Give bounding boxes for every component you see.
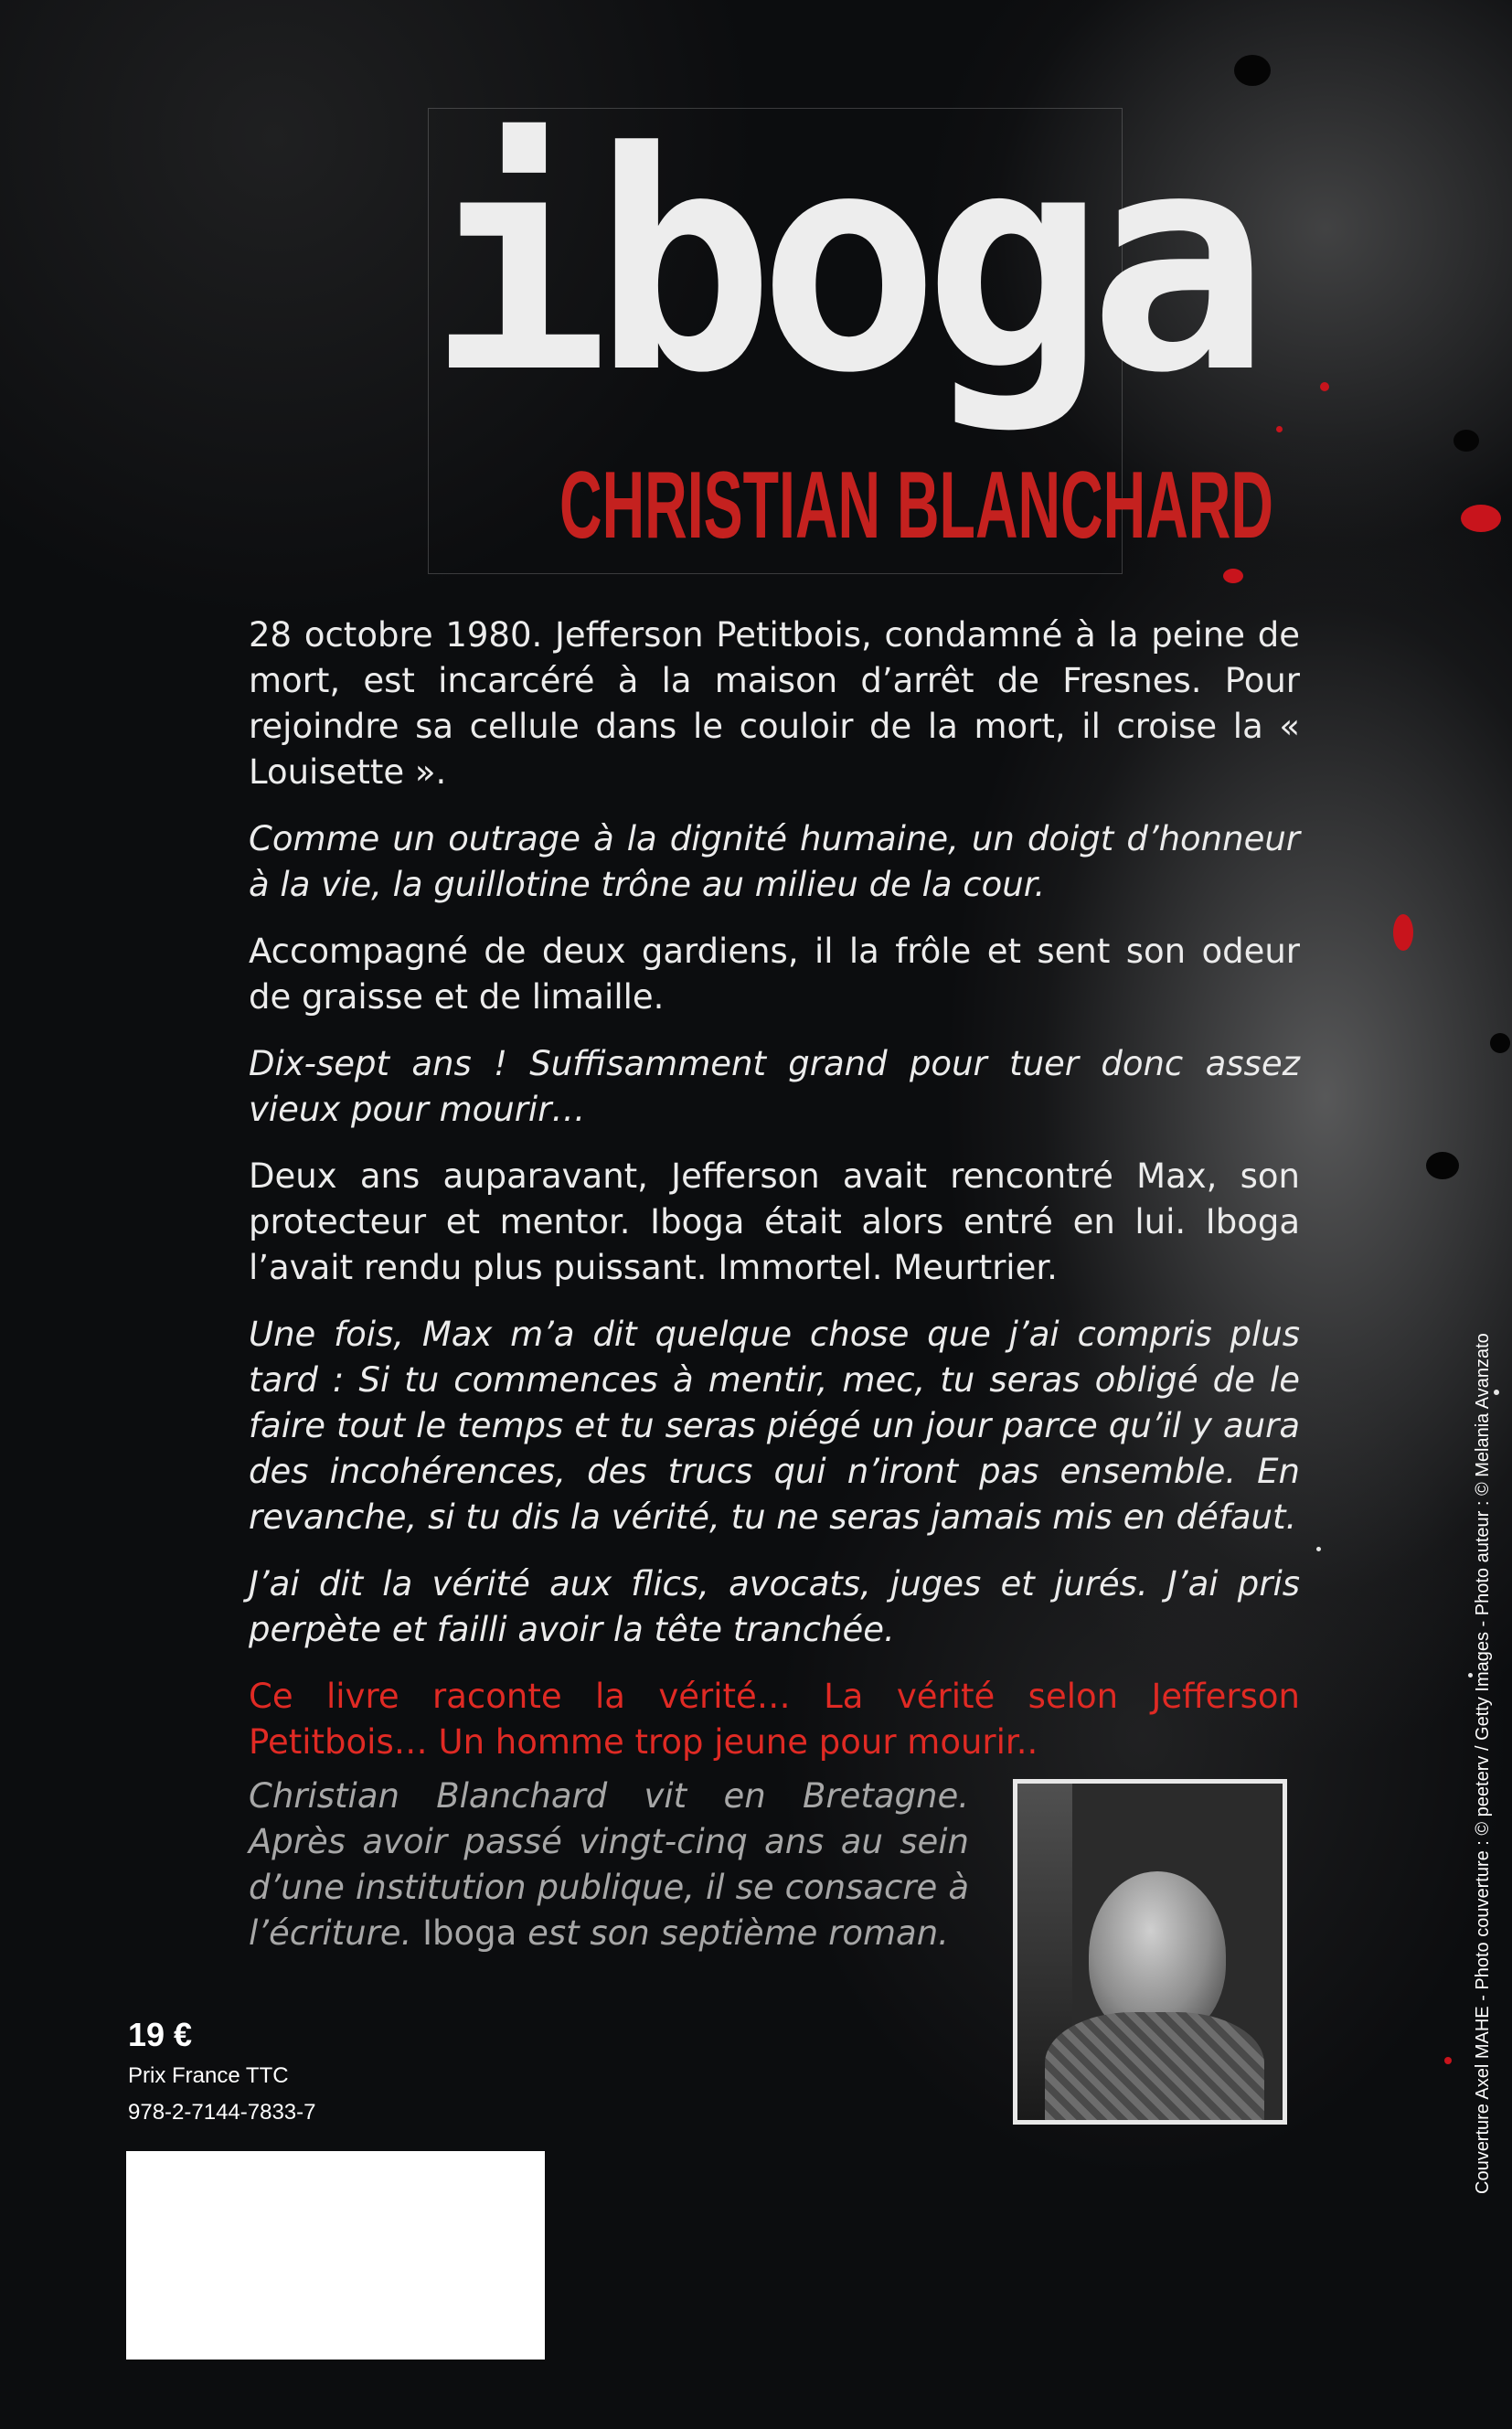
red-speck [1223,569,1243,583]
red-speck [1276,426,1283,432]
blurb-tagline: Ce livre raconte la vérité… La vérité selon Jefferson Petitbois… Un homme trop jeune pour mourir.. [249,1677,1300,1762]
red-speck [1393,914,1413,951]
blurb-paragraph: 28 octobre 1980. Jefferson Petitbois, condamné à la peine de mort, est incarcéré à la maison d’arrêt de Fresnes. Pour rejoindre sa cellule dans le couloir de la mort, il croise la « Louisette ». [249,615,1300,792]
price: 19 € [128,2016,193,2053]
book-title: iboga [428,88,1254,439]
blurb-paragraph: J’ai dit la vérité aux flics, avocats, juges et jurés. J’ai pris perpète et failli avoir la tête tranchée. [249,1564,1300,1649]
bio-book-name: Iboga [422,1913,517,1953]
red-speck [1444,2057,1452,2064]
author-photo [1013,1779,1287,2125]
white-speck [1316,1547,1321,1551]
blurb-paragraph: Deux ans auparavant, Jefferson avait rencontré Max, son protecteur et mentor. Iboga était alors entré en lui. Iboga l’avait rendu plus puissant. Immortel. Meurtrier. [249,1156,1300,1287]
author-name-title: CHRISTIAN BLANCHARD [559,453,1273,559]
price-note: Prix France TTC [128,2063,289,2088]
dark-speck [1426,1152,1459,1179]
bio-tail: est son septième roman. [516,1913,949,1953]
barcode-area [126,2151,545,2360]
cover-credits: Couverture Axel MAHE - Photo couverture : © peeterv / Getty Images - Photo auteur : © Melania Avanzato [1473,1333,1493,2194]
dark-speck [1453,430,1479,452]
blurb-paragraph: Une fois, Max m’a dit quelque chose que j’ai compris plus tard : Si tu commences à mentir, mec, tu seras obligé de le faire tout le temps et tu seras piégé un jour parce qu’il y aura des incohérences, des trucs qui n’iront pas ensemble. En revanche, si tu dis la vérité, tu ne seras jamais mis en défaut. [249,1315,1300,1537]
blurb-paragraph: Dix-sept ans ! Suffisamment grand pour tuer donc assez vieux pour mourir… [249,1044,1300,1129]
red-speck [1320,382,1329,391]
white-speck [1494,1390,1499,1395]
dark-speck [1490,1033,1510,1053]
red-speck [1461,505,1501,532]
bio-text: Christian Blanchard vit en Bretagne. Après avoir passé vingt-cinq ans au sein d’une institution publique, il se consacre à l’écriture. [249,1776,969,1953]
dark-speck [1234,55,1271,86]
author-scarf [1045,2012,1264,2125]
back-cover-blurb [249,613,1300,1786]
blurb-paragraph: Accompagné de deux gardiens, il la frôle et sent son odeur de graisse et de limaille. [249,932,1300,1017]
isbn: 978-2-7144-7833-7 [128,2100,316,2125]
blurb-paragraph: Comme un outrage à la dignité humaine, un doigt d’honneur à la vie, la guillotine trône au milieu de la cour. [249,819,1300,904]
author-bio [249,1774,969,1956]
